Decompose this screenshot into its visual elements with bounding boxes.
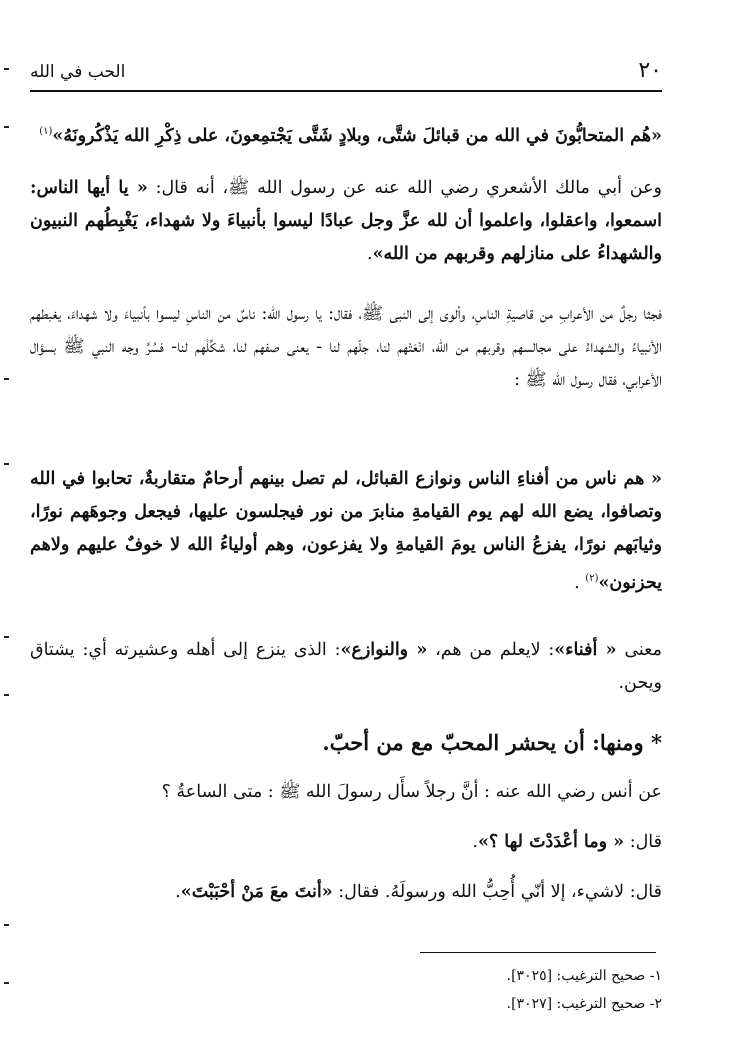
paragraph-3: فجثا رجلٌ من الأعرابِ من قاصيةِ الناسِ، وألوى إلى النبى ﷺ، فقال: يا رسول الله: ناسٌ من الناسِ ليسوا بأنبياءَ ولا شهداءَ، يغبطهم الأنبياءُ والشهداءُ على مجالسهم وقربهم من الله، انْعَتْهم لنا، جلّهم لنا - يعنى صفهم لنا، شكِّلْهم لنا- فسُرَّ وجه النبي ﷺ بسؤال الأعرابي، فقال رسول الله ﷺ :: [30, 304, 662, 390]
footnote-2: ٢- صحيح الترغيب: [٣٠٢٧].: [506, 996, 662, 1012]
paragraph-8-end: .: [175, 882, 181, 902]
margin-mark: [4, 982, 9, 984]
hadith-quote-3: « هم ناس من أفناءِ الناس ونوازع القبائل، لم تصل بينهم أرحامٌ متقاربةٌ، تحابوا في الله وتصافوا، يضع الله لهم يوم القيامةِ منابرَ من نور فيجلسون عليها، فيجعل وجوهَهم نورًا، وثيابَهم نورًا، يفزعُ الناس يومَ القيامةِ ولا يفزعون، وهم أولياءُ الله لا خوفٌ عليهم ولاهم يحزنون»: [30, 469, 662, 593]
paragraph-5-mid: : لايعلم من هم،: [427, 640, 555, 660]
hadith-quote-1: «هُم المتحابُّونَ في الله من قبائلَ شتَّى، وبلادٍ شَتَّى يَجْتمِعونَ، على ذِكْرِ الله يَذْكُرونَهُ»: [52, 125, 662, 146]
paragraph-7: [30, 826, 662, 859]
margin-mark: [4, 126, 9, 128]
margin-mark: [4, 463, 9, 465]
paragraph-5-start: معنى: [616, 640, 662, 660]
margin-mark: [4, 68, 9, 70]
paragraph-2-end: .: [366, 244, 373, 264]
footnote-ref-2: (٢): [585, 573, 599, 584]
margin-mark: [4, 378, 9, 380]
paragraph-1: [30, 115, 662, 153]
paragraph-2: [30, 172, 662, 271]
page-number: ٢٠: [638, 58, 662, 83]
paragraph-8: [30, 876, 662, 909]
footnote-rule: [420, 952, 656, 953]
paragraph-7-start: قال:: [624, 832, 662, 852]
hadith-quote-2: « يا أيها الناس: اسمعوا، واعقلوا، واعلموا أن لله عزَّ وجل عبادًا ليسوا بأنبياءَ ولا شهداء، يَغْبِطُهم النبيون والشهداءُ على منازلهم وقربهم من الله»: [30, 178, 662, 264]
footnote-1: ١- صحيح الترغيب: [٣٠٢٥].: [506, 968, 662, 984]
paragraph-5-end: : الذى ينزع إلى أهله وعشيرته أي: يشتاق ويحن.: [30, 640, 662, 693]
paragraph-2-intro: وعن أبي مالك الأشعري رضي الله عنه عن رسول الله ﷺ، أنه قال:: [147, 178, 662, 198]
paragraph-7-end: .: [472, 832, 478, 852]
term-nawazi: « والنوازع»: [340, 640, 428, 660]
margin-mark: [4, 694, 9, 696]
header-rule: [30, 90, 662, 92]
section-heading: * ومنها: أن يحشر المحبّ مع من أحبّ.: [322, 730, 662, 755]
paragraph-5: [30, 634, 662, 700]
paragraph-4: [30, 463, 662, 600]
running-title: الحب في الله: [30, 62, 126, 82]
term-afnaa: « أفناء»: [554, 640, 617, 660]
paragraph-6: عن أنس رضي الله عنه : أنَّ رجلاً سأَل رسولَ الله ﷺ : متى الساعةُ ؟: [161, 782, 662, 802]
page-header: [30, 58, 662, 88]
hadith-quote-5: «أنتَ معَ مَنْ أحْبَبْتَ»: [180, 882, 333, 902]
footnote-ref-1: (١): [39, 126, 53, 137]
margin-mark: [4, 636, 9, 638]
paragraph-8-start: قال: لاشيء، إلا أنّي أُحِبُّ الله ورسولَهُ. فقال:: [332, 882, 662, 902]
paragraph-4-end: .: [574, 572, 586, 593]
hadith-quote-4: « وما أعْدَدْتَ لها ؟»: [477, 832, 625, 852]
margin-mark: [4, 924, 9, 926]
